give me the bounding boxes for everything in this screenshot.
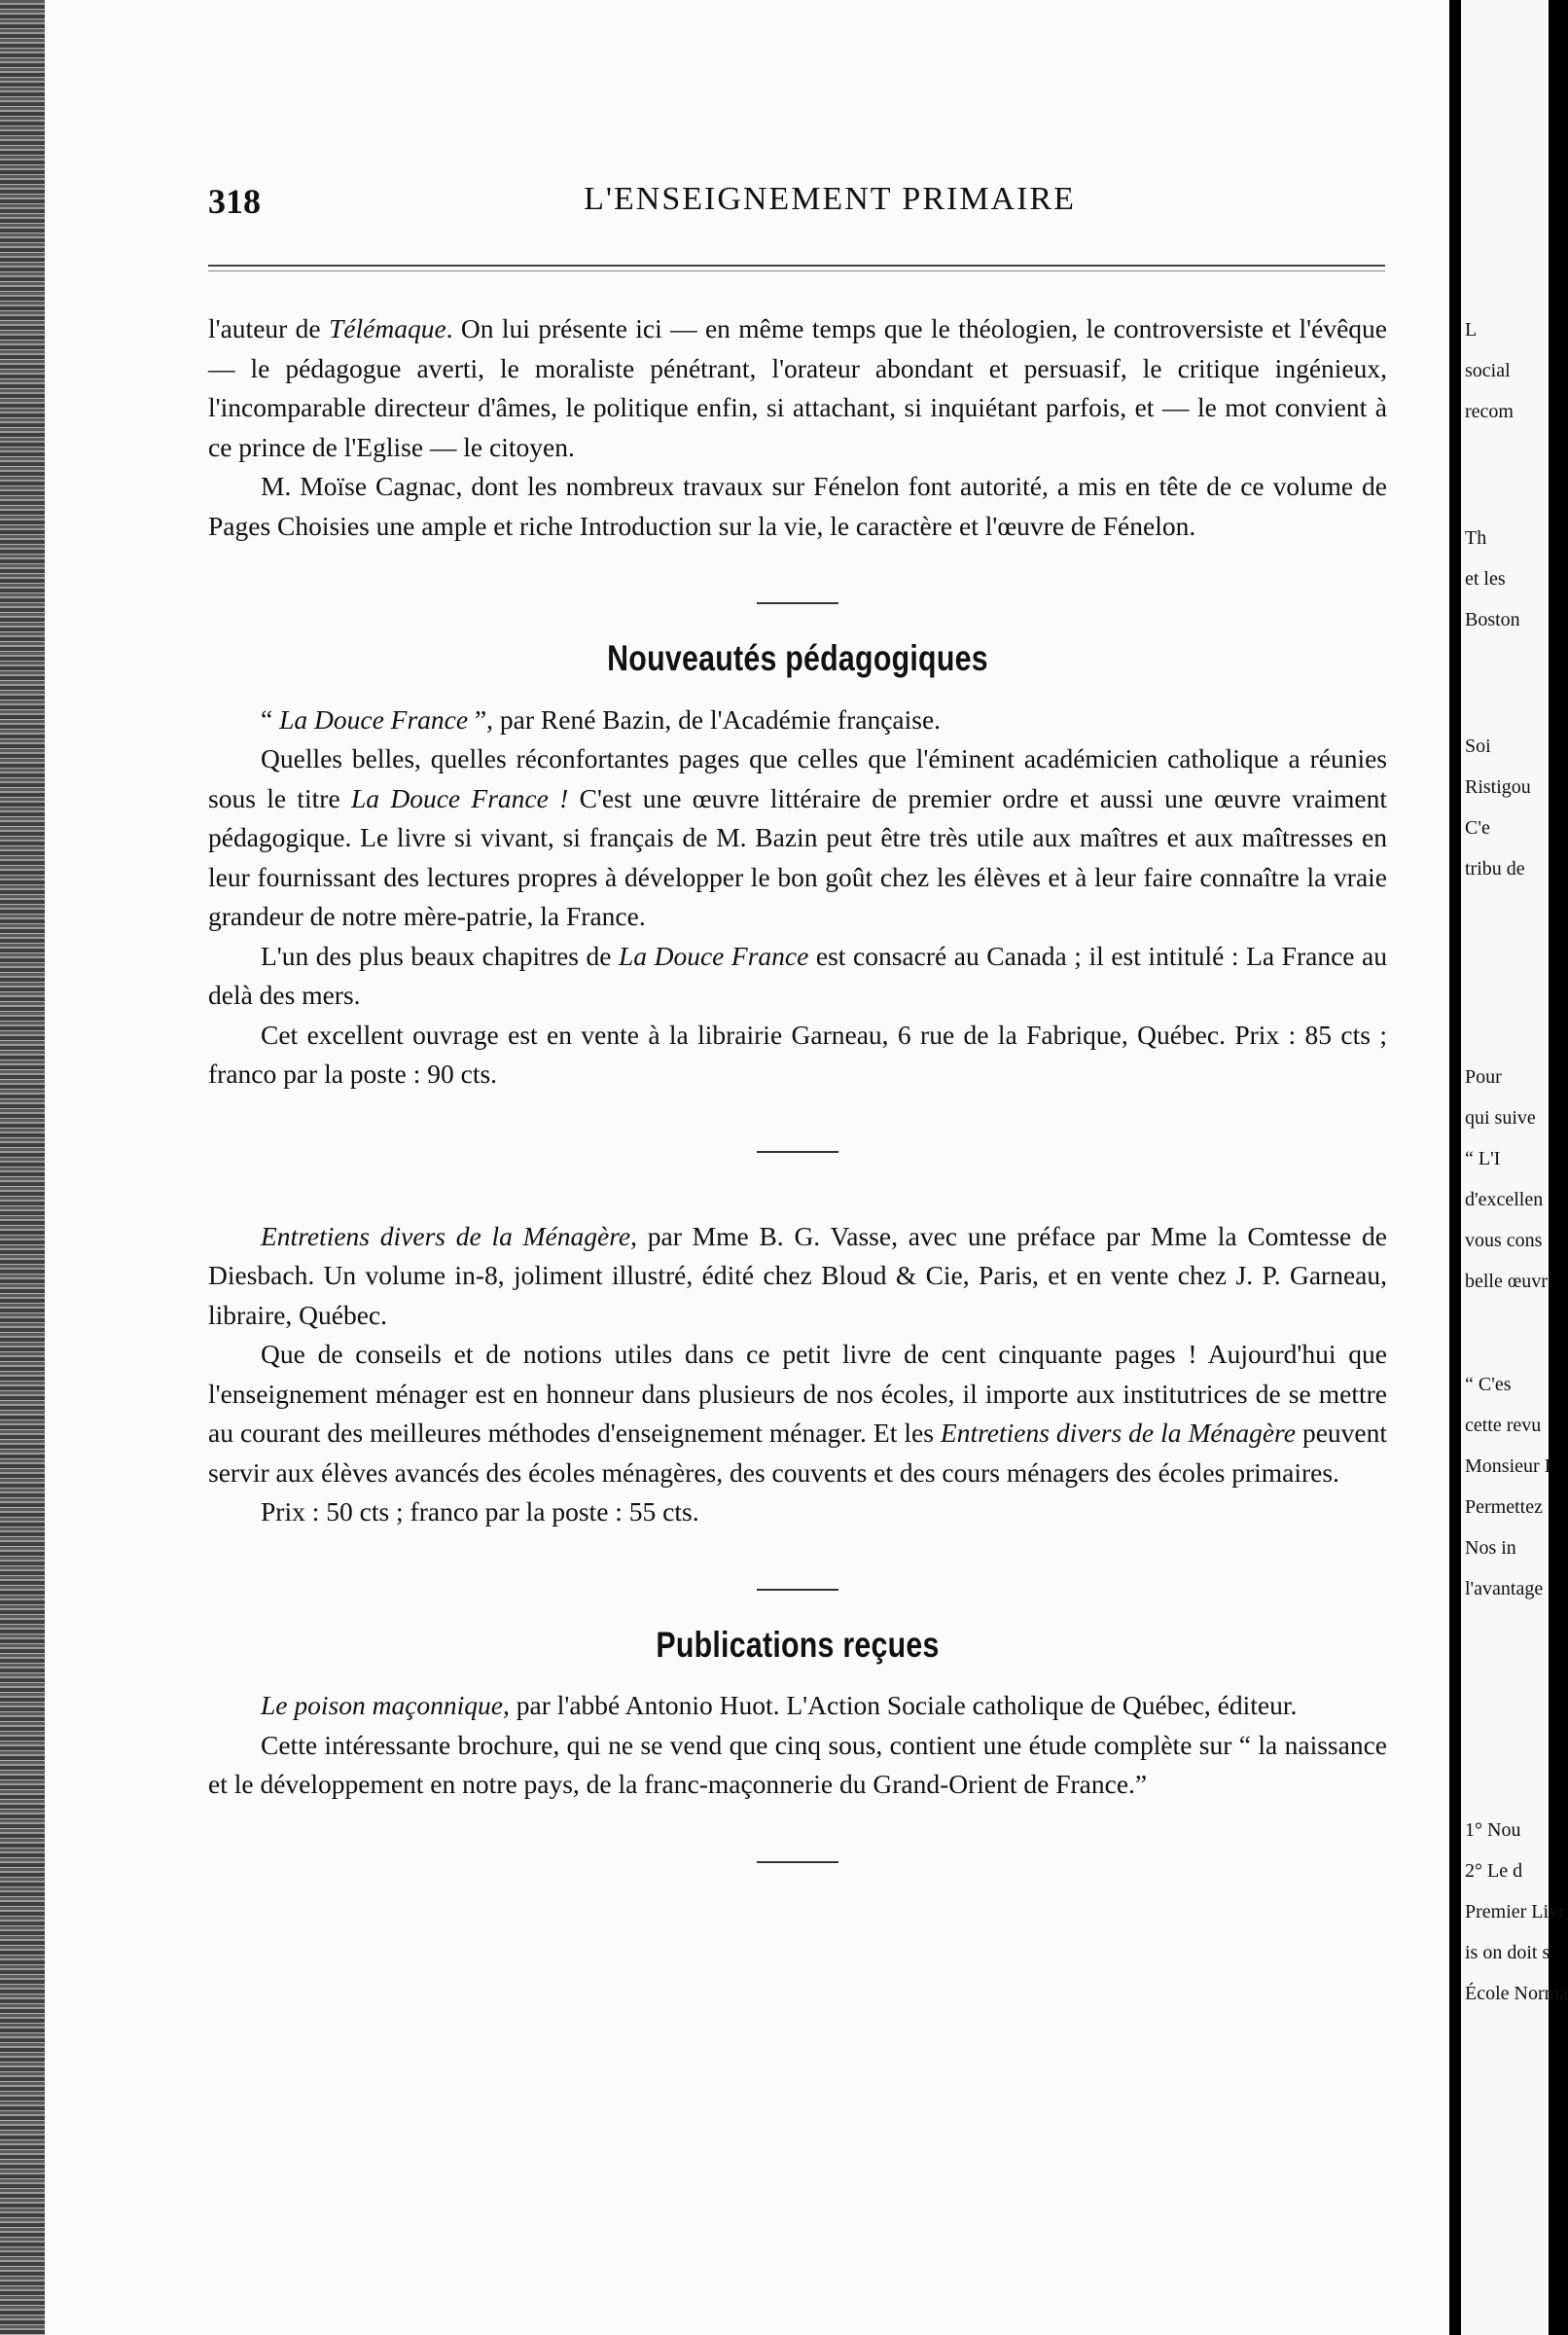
book-review-paragraph: Cette intéressante brochure, qui ne se vend que cinq sous, contient une étude complète sur “ la naissance et le développement en notre pays, de la franc-maçonnerie du Grand-Orient de France.” xyxy=(208,1729,1387,1799)
fragment-line: C'e xyxy=(1465,817,1490,839)
fragment-line: Monsieur I xyxy=(1465,1455,1551,1477)
fragment-line: Boston xyxy=(1465,609,1520,630)
fragment-line: École Norma xyxy=(1465,1983,1568,2004)
book-title: Télémaque xyxy=(329,313,446,343)
fragment-line: “ L'I xyxy=(1465,1148,1501,1169)
adjacent-page-fragment xyxy=(1461,0,1568,2335)
book-title: Entretiens divers de la Ménagère xyxy=(261,1220,631,1251)
fragment-line: cette revu xyxy=(1465,1415,1542,1436)
fragment-line: Th xyxy=(1465,527,1487,549)
fragment-line: Ristigou xyxy=(1465,776,1531,798)
fragment-line: belle œuvr xyxy=(1465,1271,1548,1292)
book-title: La Douce France xyxy=(618,940,809,971)
page-header xyxy=(208,181,1393,230)
book-title: La Douce France xyxy=(279,703,469,735)
book-review-paragraph: Quelles belles, quelles réconfortantes pages que celles que l'éminent académicien catholique a réunies sous le titre La Douce France ! C'est une œuvre littéraire de premier ordre et aussi une œuvre vraiment pédagogique. Le livre si vivant, si français de M. Bazin peut être très utile aux maîtres et aux maîtresses en leur fournissant des lectures propres à développer le bon goût chez les élèves et à leur faire connaître la vraie grandeur de notre mère-patrie, la France. xyxy=(208,743,1387,931)
fragment-line: Soi xyxy=(1465,736,1491,757)
running-title: L'ENSEIGNEMENT PRIMAIRE xyxy=(584,181,1076,217)
page-gutter xyxy=(1449,0,1461,2335)
fragment-line: d'excellen xyxy=(1465,1189,1544,1210)
fragment-line: vous cons xyxy=(1465,1230,1543,1251)
book-review-paragraph: L'un des plus beaux chapitres de La Douce France est consacré au Canada ; il est intitulé : La France au delà des mers. xyxy=(208,940,1387,1010)
header-rule xyxy=(208,265,1385,267)
fragment-line: Nos in xyxy=(1465,1537,1516,1559)
fragment-line: L xyxy=(1465,319,1478,341)
intro-paragraph-2: M. Moïse Cagnac, dont les nombreux travaux sur Fénelon font autorité, a mis en tête de ce volume de Pages Choisies une ample et riche Introduction sur la vie, le caractère et l'œuvre de Fénelon. xyxy=(208,471,1387,541)
fragment-line: Permettez xyxy=(1465,1496,1543,1518)
fragment-line: is on doit s xyxy=(1465,1942,1550,1963)
book-title: Entretiens divers de la Ménagère xyxy=(940,1418,1296,1448)
book-price-paragraph: Cet excellent ouvrage est en vente à la librairie Garneau, 6 rue de la Fabrique, Québec. Prix : 85 cts ; franco par la poste : 90 cts. xyxy=(208,1019,1387,1089)
page-body xyxy=(208,309,1387,1863)
section-heading: Publications reçues xyxy=(656,1624,940,1665)
fragment-line: recom xyxy=(1465,401,1514,422)
fragment-line: et les xyxy=(1465,568,1506,590)
fragment-line: social xyxy=(1465,360,1511,381)
section-heading: Nouveautés pédagogiques xyxy=(607,638,988,678)
fragment-line: qui suive xyxy=(1465,1107,1536,1129)
book-entry-title: Entretiens divers de la Ménagère, par Mme B. G. Vasse, avec une préface par Mme la Comtesse de Diesbach. Un volume in-8, joliment illustré, édité chez Bloud & Cie, Paris, et en vente chez J. P. Garneau, libraire, Québec. xyxy=(208,1220,1387,1330)
header-rule-thin xyxy=(208,270,1385,271)
book-spine-edge xyxy=(0,0,45,2335)
fragment-line: 1° Nou xyxy=(1465,1819,1521,1841)
fragment-line: 2° Le d xyxy=(1465,1860,1523,1882)
book-entry-title: “ La Douce France ”, par René Bazin, de l'Académie française. xyxy=(261,703,942,735)
fragment-line: Premier Livr xyxy=(1465,1901,1565,1922)
fragment-line: l'avantage xyxy=(1465,1578,1544,1599)
section-separator xyxy=(757,1861,838,1863)
book-review-paragraph: Que de conseils et de notions utiles dans ce petit livre de cent cinquante pages ! Aujourd'hui que l'enseignement ménager est en honneur dans plusieurs de nos écoles, il importe aux institutrices de se mettre au courant des meilleures méthodes d'enseignement ménager. Et les Entretiens divers de la Ménagère peuvent servir aux élèves avancés des écoles ménagères, des couvents et des cours ménagers des écoles primaires. xyxy=(208,1339,1388,1488)
page-number: 318 xyxy=(208,182,261,221)
book-title: La Douce France ! xyxy=(350,782,569,813)
fragment-line: tribu de xyxy=(1465,858,1525,880)
book-price-paragraph: Prix : 50 cts ; franco par la poste : 55 cts. xyxy=(261,1496,699,1527)
book-entry-title: Le poison maçonnique, par l'abbé Antonio Huot. L'Action Sociale catholique de Québec, éditeur. xyxy=(261,1690,1298,1720)
fragment-line: “ C'es xyxy=(1465,1374,1512,1395)
fragment-line: Pour xyxy=(1465,1066,1502,1088)
book-title: Le poison maçonnique, xyxy=(261,1690,510,1720)
intro-paragraph-1: l'auteur de Télémaque. On lui présente ici — en même temps que le théologien, le controversiste et l'évêque — le pédagogue averti, le moraliste pénétrant, l'orateur abondant et persuasif, le critique ingénieux, l'incomparable directeur d'âmes, le politique enfin, si attachant, si inquiétant parfois, et — le mot convient à ce prince de l'Eglise — le citoyen. xyxy=(208,313,1387,462)
